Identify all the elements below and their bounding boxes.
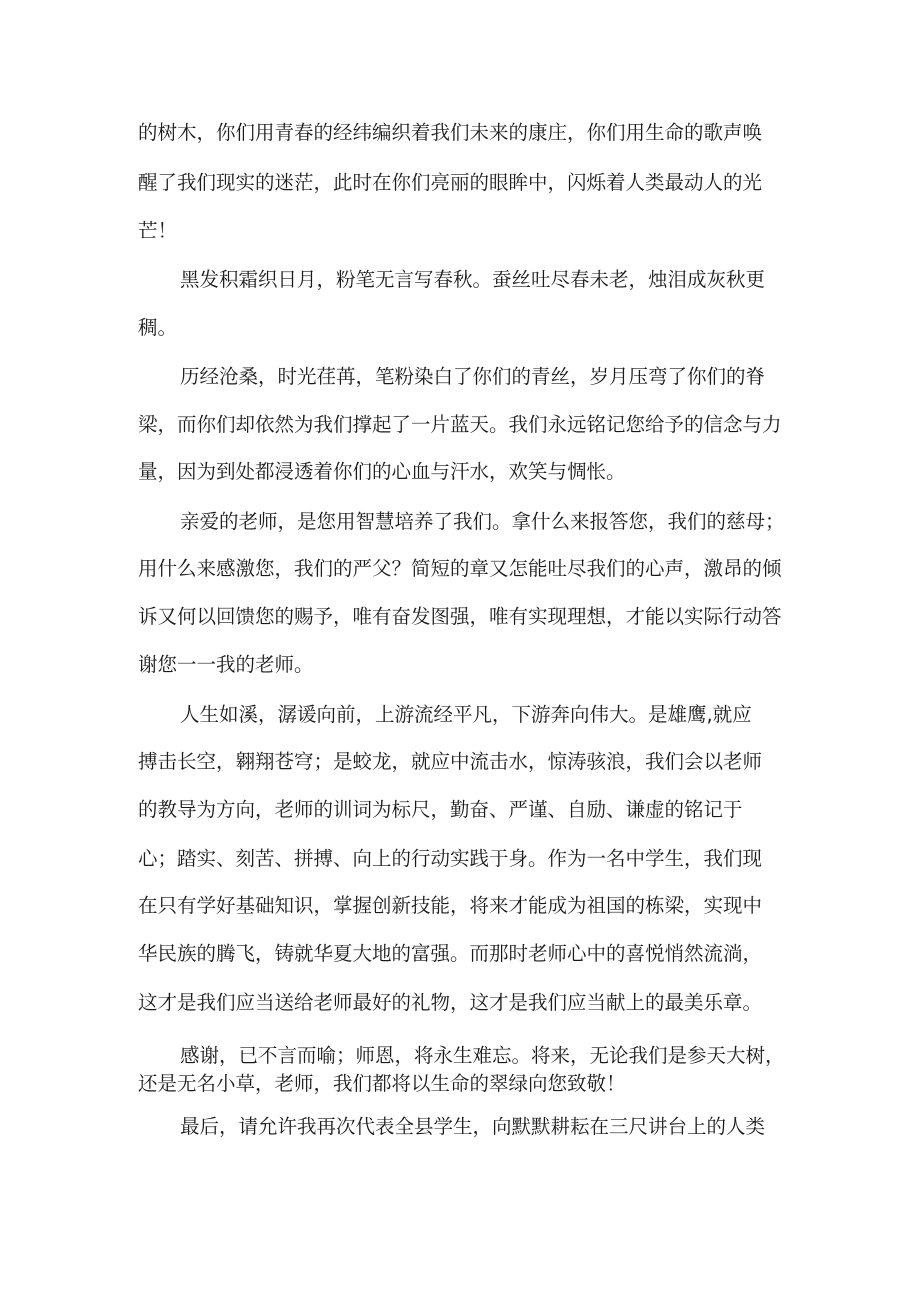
text-line: 芒！ [138, 219, 178, 242]
text-line: 还是无名小草，老师，我们都将以生命的翠绿向您致敬！ [138, 1072, 626, 1095]
text-line: 这才是我们应当送给老师最好的礼物，这才是我们应当献上的最美乐章。 [138, 991, 763, 1014]
text-line: 人生如溪，潺谖向前，上游流经平凡，下游奔向伟大。是雄鹰,就应 [180, 703, 752, 726]
text-line: 黑发积霜织日月，粉笔无言写春秋。蚕丝吐尽春未老，烛泪成灰秋更 [180, 268, 766, 291]
text-line: 感谢，已不言而喻；师恩，将永生难忘。将来，无论我们是参天大树， [180, 1044, 785, 1067]
text-line: 谢您一一我的老师。 [138, 653, 314, 676]
text-line: 亲爱的老师，是您用智慧培养了我们。拿什么来报答您，我们的慈母； [180, 510, 785, 533]
text-line: 梁，而你们却依然为我们撑起了一片蓝天。我们永远铭记您给予的信念与力 [138, 413, 782, 436]
text-line: 在只有学好基础知识，掌握创新技能，将来才能成为祖国的栋梁，实现中 [138, 894, 763, 917]
text-line: 华民族的腾飞，铸就华夏大地的富强。而那时老师心中的喜悦悄然流淌， [138, 942, 763, 965]
text-line: 的教导为方向，老师的训词为标尺，勤奋、严谨、自励、谦虚的铭记于 [138, 798, 743, 821]
text-line: 诉又何以回馈您的赐予，唯有奋发图强，唯有实现理想，才能以实际行动答 [138, 605, 782, 628]
text-line: 醒了我们现实的迷茫，此时在你们亮丽的眼眸中，闪烁着人类最动人的光 [138, 171, 763, 194]
text-line: 最后，请允许我再次代表全县学生，向默默耕耘在三尺讲台上的人类 [180, 1115, 766, 1138]
text-line: 用什么来感激您，我们的严父？简短的章又怎能吐尽我们的心声，激昂的倾 [138, 557, 782, 580]
text-line: 量，因为到处都浸透着你们的心血与汗水，欢笑与惆怅。 [138, 460, 626, 483]
text-line: 的树木，你们用青春的经纬编织着我们未来的康庄，你们用生命的歌声唤 [138, 121, 763, 144]
text-line: 稠。 [138, 316, 178, 339]
text-line: 搏击长空，翱翔苍穹；是蛟龙，就应中流击水，惊涛骇浪，我们会以老师 [138, 750, 763, 773]
text-line: 心；踏实、刻苦、拼搏、向上的行动实践于身。作为一名中学生，我们现 [138, 847, 763, 870]
text-line: 历经沧桑，时光荏苒，笔粉染白了你们的青丝，岁月压弯了你们的脊 [180, 365, 766, 388]
